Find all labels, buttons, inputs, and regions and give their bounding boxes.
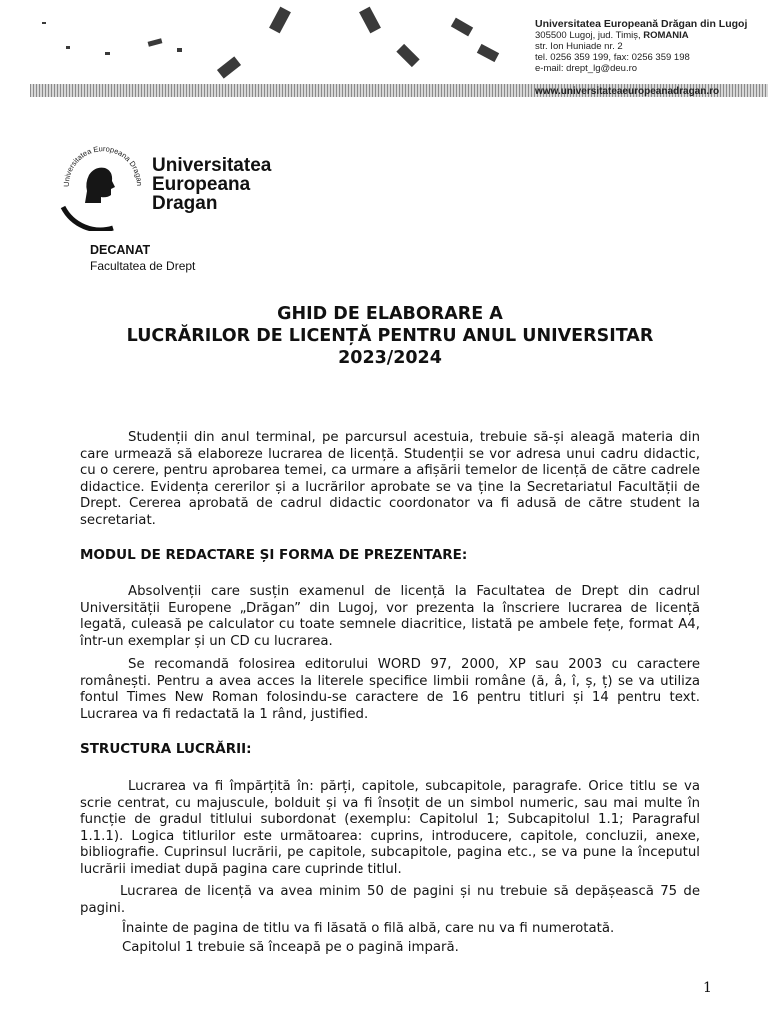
section2-paragraph4: Capitolul 1 trebuie să înceapă pe o pagină impară. bbox=[122, 940, 459, 955]
letterhead-phone: tel. 0256 359 199, fax: 0256 359 198 bbox=[535, 52, 690, 63]
title-line3: 2023/2024 bbox=[338, 348, 442, 368]
decorative-arc-dash bbox=[359, 7, 381, 34]
university-logo-emblem bbox=[55, 135, 151, 231]
department-block bbox=[90, 242, 195, 274]
document-title bbox=[80, 303, 700, 369]
section1-paragraph2-text: Se recomandă folosirea editorului WORD 97, 2000, XP sau 2003 cu caractere românești. Pentru a avea acces la literele specifice limbii române (ă, â, î, ș, ț) se va utiliza fontul Times New Roman folosindu-se caractere de 16 pentru titluri și 14 pentru text. Lucrarea va fi redactată la 1 rând, justified. bbox=[80, 657, 700, 722]
logo-wordmark-line1: Universitatea bbox=[152, 155, 272, 176]
logo-seal-text-path: Universitatea Europeana Dragan bbox=[61, 144, 145, 188]
intro-paragraph-text: Studenții din anul terminal, pe parcursul acestuia, trebuie să-și aleagă materia din care urmează să elaboreze lucrarea de licență. Studenții se vor adresa unui cadru didactic, cu o cerere, pentru aprobarea temei, ca urmare a afișării temelor de licență de către cadrele didactice. Evidența cererilor și a lucrărilor aprobate se va ține la Secretariatul Facultății de Drept. Cererea aprobată de cadrul didactic coordonator va fi adusă de către student la secretariat. bbox=[80, 430, 700, 528]
decorative-arc-dash bbox=[66, 46, 70, 49]
decorative-arc-dash bbox=[148, 38, 163, 46]
decorative-arc-dash bbox=[451, 18, 473, 37]
decorative-arc-dash bbox=[42, 22, 46, 24]
logo-swoosh bbox=[63, 207, 113, 230]
title-line2: LUCRĂRILOR DE LICENȚĂ PENTRU ANUL UNIVERSITAR bbox=[126, 326, 654, 346]
decorative-arc-dash bbox=[269, 7, 291, 34]
logo-wordmark bbox=[152, 156, 271, 213]
logo-wordmark-line2: Europeana bbox=[152, 174, 251, 195]
letterhead-website: www.universitateaeuropeanadragan.ro bbox=[535, 86, 720, 97]
letterhead-address bbox=[535, 30, 760, 41]
section1-paragraph1-text: Absolvenții care susțin examenul de licență la Facultatea de Drept din cadrul Universității Europene „Drăgan” din Lugoj, vor prezenta la înscriere lucrarea de licență legată, culeasă pe calculator cu toate semnele diacritice, listată pe ambele fețe, format A4, într-un exemplar și un CD cu lucrarea. bbox=[80, 584, 700, 649]
letterhead-contact bbox=[535, 18, 760, 97]
page-number: 1 bbox=[703, 980, 712, 996]
intro-paragraph bbox=[80, 430, 700, 529]
logo-wordmark-line3: Dragan bbox=[152, 193, 218, 214]
section2-paragraph1-text: Lucrarea va fi împărțită în: părți, capitole, subcapitole, paragrafe. Orice titlu se va scrie centrat, cu majuscule, bolduit și va fi însoțit de un simbol numeric, sau mai multe în funcție de gradul titlului subordonat (exemplu: Capitolul 1; Subcapitolul 1.1; Paragraful 1.1.1). Logica titlurilor este următoarea: cuprins, introducere, capitole, concluzii, anexe, bibliografie. Cuprinsul lucrării, pe capitole, subcapitole, pagina etc., se va pune la începutul lucrării imediat după pagina care cuprinde titlul. bbox=[80, 779, 700, 877]
section1-heading: MODUL DE REDACTARE ȘI FORMA DE PREZENTARE: bbox=[80, 547, 468, 563]
section2-heading: STRUCTURA LUCRĂRII: bbox=[80, 741, 252, 757]
letterhead-country: ROMANIA bbox=[643, 30, 689, 41]
section2-paragraph1 bbox=[80, 779, 700, 878]
section2-paragraph2-text: Lucrarea de licență va avea minim 50 de pagini și nu trebuie să depășească 75 de pagini. bbox=[80, 884, 700, 916]
section1-paragraph2 bbox=[80, 657, 700, 723]
decorative-arc-dash bbox=[396, 44, 419, 67]
decorative-arc-dash bbox=[177, 48, 182, 52]
decorative-arc-dash bbox=[105, 52, 110, 55]
faculty-label: Facultatea de Drept bbox=[90, 259, 196, 273]
decorative-arc-dash bbox=[477, 44, 499, 62]
decorative-arc-dash bbox=[217, 56, 241, 78]
decanat-label: DECANAT bbox=[90, 243, 151, 257]
letterhead-street: str. Ion Huniade nr. 2 bbox=[535, 41, 623, 52]
section1-paragraph1 bbox=[80, 584, 700, 650]
letterhead-university: Universitatea Europeană Drăgan din Lugoj bbox=[535, 18, 748, 30]
section2-paragraph2 bbox=[80, 884, 700, 917]
title-line1: GHID DE ELABORARE A bbox=[277, 304, 503, 324]
section2-paragraph3: Înainte de pagina de titlu va fi lăsată o filă albă, care nu va fi numerotată. bbox=[122, 921, 615, 936]
letterhead-address-text: 305500 Lugoj, jud. Timiș, bbox=[535, 30, 644, 41]
letterhead-email: e-mail: drept_lg@deu.ro bbox=[535, 63, 638, 74]
